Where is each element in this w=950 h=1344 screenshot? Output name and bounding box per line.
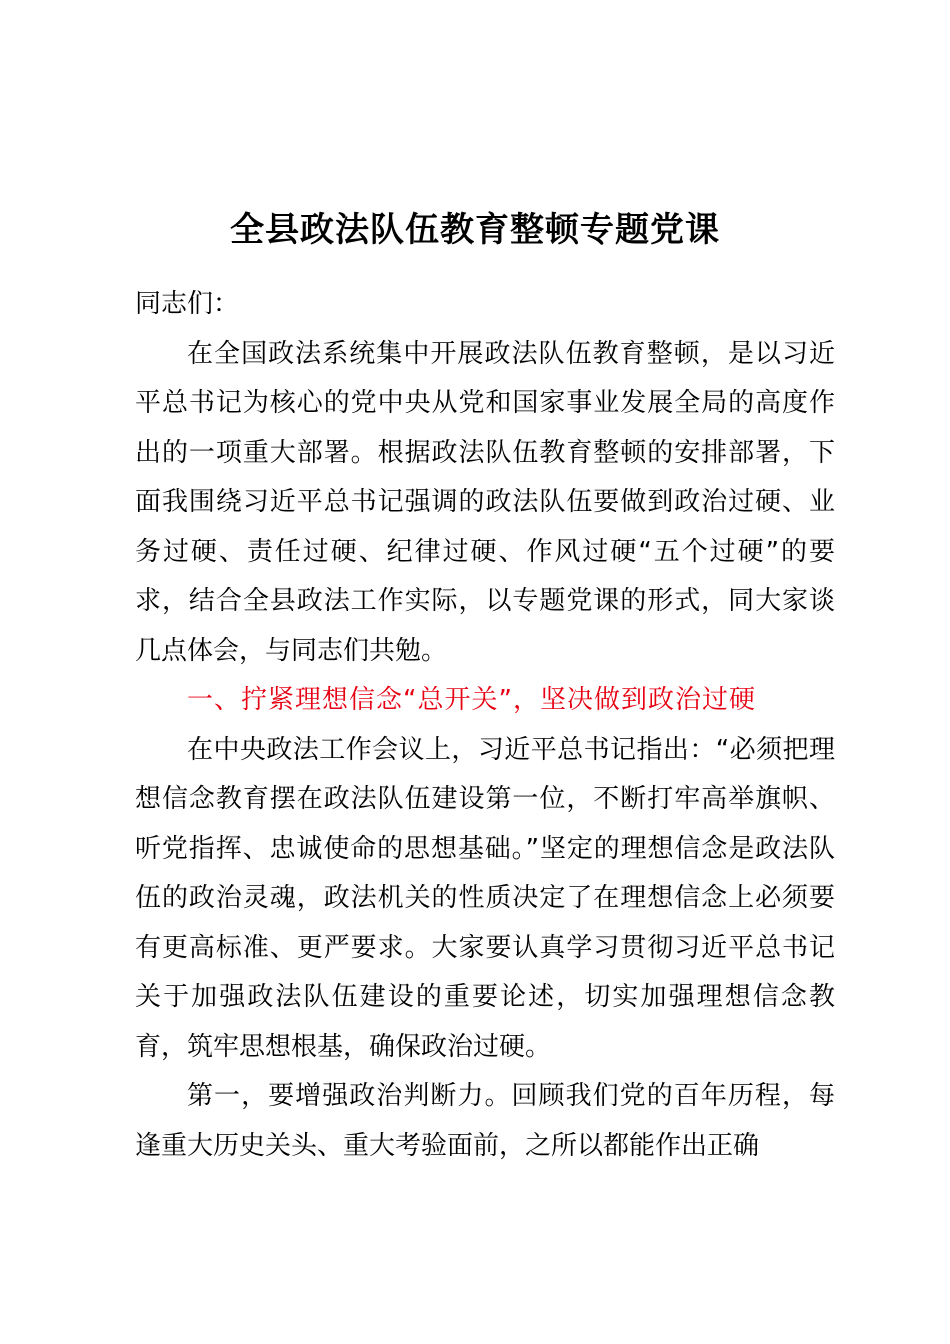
section-paragraph: 第一，要增强政治判断力。回顾我们党的百年历程，每逢重大历史关头、重大考验面前，之所以都能作出正确 (135, 1081, 835, 1161)
section-heading: 一、拧紧理想信念“总开关”，坚决做到政治过硬 (187, 685, 756, 715)
section-paragraph: 在中央政法工作会议上，习近平总书记指出：“必须把理想信念教育摆在政法队伍建设第一位，不断打牢高举旗帜、听党指挥、忠诚使命的思想基础。”坚定的理想信念是政法队伍的政治灵魂，政法机关的性质决定了在理想信念上必须要有更高标准、更严要求。大家要认真学习贯彻习近平总书记关于加强政法队伍建设的重要论述，切实加强理想信念教育，筑牢思想根基，确保政治过硬。 (135, 734, 835, 1062)
document-body (135, 280, 835, 1171)
salutation: 同志们： (135, 289, 240, 319)
document-title: 全县政法队伍教育整顿专题党课 (230, 210, 720, 250)
intro-paragraph: 在全国政法系统集中开展政法队伍教育整顿，是以习近平总书记为核心的党中央从党和国家事业发展全局的高度作出的一项重大部署。根据政法队伍教育整顿的安排部署，下面我围绕习近平总书记强调的政法队伍要做到政治过硬、业务过硬、责任过硬、纪律过硬、作风过硬“五个过硬”的要求，结合全县政法工作实际，以专题党课的形式，同大家谈几点体会，与同志们共勉。 (135, 338, 835, 666)
